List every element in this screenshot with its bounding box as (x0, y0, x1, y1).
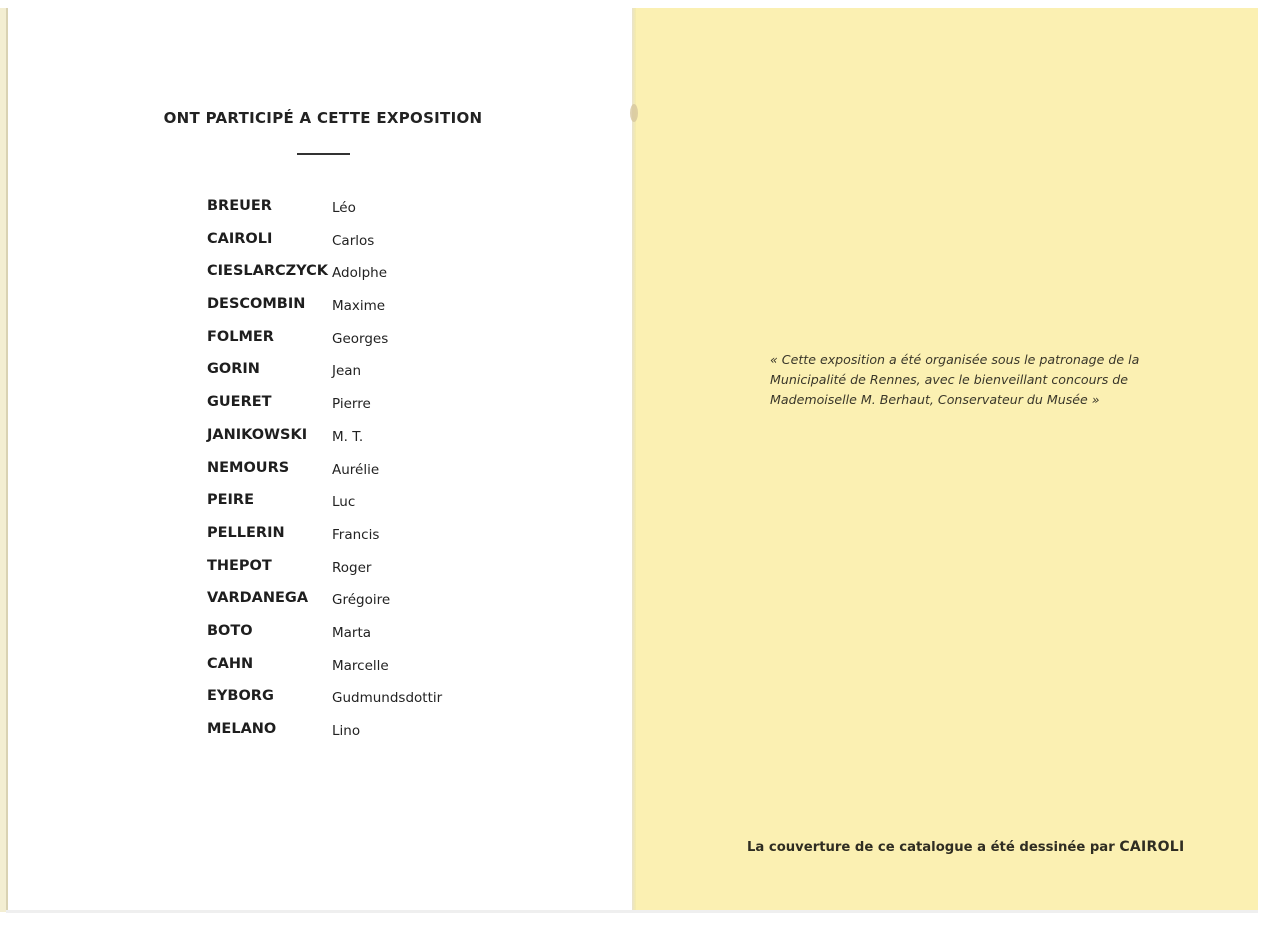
participant-surname: BOTO (207, 622, 253, 639)
page-bottom-shadow (6, 910, 1258, 913)
credit-text: La couverture de ce catalogue a été dessinée par (747, 840, 1115, 855)
participant-firstname: Léo (332, 200, 356, 216)
right-page (634, 8, 1258, 910)
participant-firstname: Adolphe (332, 265, 388, 282)
participant-firstname: Marcelle (332, 657, 389, 674)
participant-firstname: Georges (332, 330, 389, 347)
participant-row (207, 621, 507, 654)
participant-surname: NEMOURS (207, 459, 290, 476)
participant-surname: GUERET (207, 394, 272, 411)
participant-firstname: M. T. (332, 428, 364, 445)
participant-surname: CAIROLI (207, 230, 273, 247)
participant-surname: JANIKOWSKI (207, 426, 308, 443)
participant-surname: EYBORG (207, 688, 274, 705)
participant-firstname: Francis (332, 526, 380, 543)
participant-row (207, 425, 507, 458)
participant-row (207, 229, 507, 262)
quote-line: Mademoiselle M. Berhaut, Conservateur du Musée » (770, 392, 1100, 407)
paper-stain (630, 104, 638, 122)
quote-line: « Cette exposition a été organisée sous le patronage de la (770, 352, 1140, 367)
participant-surname: CIESLARCZYCK (207, 263, 329, 280)
participant-surname: THEPOT (207, 557, 272, 574)
participant-firstname: Roger (332, 559, 372, 576)
participant-surname: PEIRE (207, 492, 254, 509)
participant-row (207, 654, 507, 687)
participant-surname: MELANO (207, 721, 277, 737)
participant-firstname: Carlos (332, 232, 375, 249)
credit-artist: CAIROLI (1119, 839, 1185, 855)
participant-firstname: Lino (332, 723, 361, 739)
participant-row (207, 523, 507, 556)
participant-row (207, 327, 507, 360)
participant-row (207, 686, 507, 719)
participant-surname: BREUER (207, 198, 272, 214)
participant-surname: VARDANEGA (207, 590, 309, 607)
participant-row (207, 556, 507, 589)
participant-firstname: Jean (332, 363, 362, 380)
participant-firstname: Marta (332, 624, 372, 641)
participant-row (207, 458, 507, 491)
participant-firstname: Pierre (332, 396, 371, 413)
participant-surname: PELLERIN (207, 524, 285, 541)
participant-row (207, 196, 507, 229)
cover-credit (747, 839, 1185, 855)
participant-surname: DESCOMBIN (207, 296, 306, 313)
participant-surname: GORIN (207, 361, 260, 378)
participant-row (207, 359, 507, 392)
patronage-quote (770, 350, 1140, 410)
participant-list (207, 196, 507, 752)
quote-line: Municipalité de Rennes, avec le bienveillant concours de (770, 372, 1129, 387)
participant-surname: CAHN (207, 655, 254, 672)
heading-rule (297, 153, 350, 155)
participant-firstname: Luc (332, 494, 356, 511)
participant-firstname: Aurélie (332, 461, 380, 478)
participant-surname: FOLMER (207, 328, 274, 345)
participant-row (207, 392, 507, 425)
participant-row (207, 294, 507, 327)
participant-firstname: Gudmundsdottir (332, 690, 443, 707)
participant-row (207, 490, 507, 523)
participant-firstname: Grégoire (332, 592, 391, 609)
participant-row (207, 588, 507, 621)
book-gutter (632, 8, 636, 912)
participant-firstname: Maxime (332, 298, 386, 315)
participant-row (207, 719, 507, 752)
participants-heading: ONT PARTICIPÉ A CETTE EXPOSITION (163, 109, 483, 127)
participant-row (207, 261, 507, 294)
